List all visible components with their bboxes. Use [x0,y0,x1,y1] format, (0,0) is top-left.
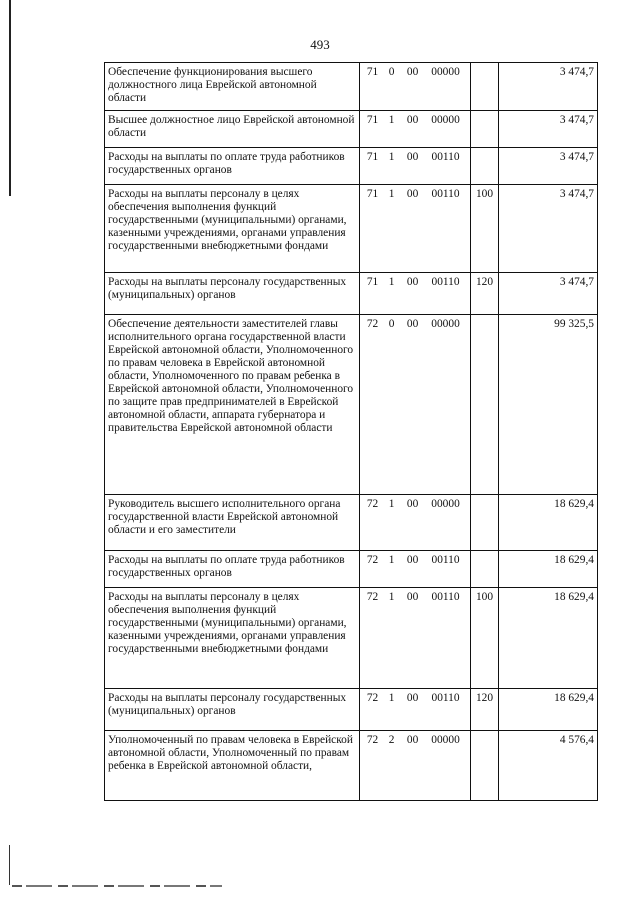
row-name-cell: Расходы на выплаты по оплате труда работников государственных органов [105,551,360,588]
code-segment-c4: 00000 [431,318,460,330]
row-name-cell: Расходы на выплаты персоналу государственных (муниципальных) органов [105,689,360,731]
code-segment-c2: 1 [388,692,395,704]
code-segments [363,66,467,79]
code-segment-c1: 72 [366,692,379,704]
budget-table-body [105,63,598,801]
row-code-cell [360,273,471,315]
row-sum-cell: 3 474,7 [499,185,598,273]
code-segment-c3: 00 [406,734,419,746]
code-segment-c1: 71 [366,151,379,163]
code-segment-c1: 71 [366,66,379,78]
row-sum-cell: 18 629,4 [499,495,598,551]
row-code-cell [360,148,471,185]
row-code-cell [360,495,471,551]
row-code-cell [360,63,471,111]
table-row [105,588,598,689]
row-code-cell [360,551,471,588]
code-segment-c4: 00000 [431,734,460,746]
code-segment-c3: 00 [406,591,419,603]
row-name-cell: Расходы на выплаты по оплате труда работников государственных органов [105,148,360,185]
code-segment-c1: 72 [366,591,379,603]
code-segments [363,114,467,127]
code-segment-c3: 00 [406,66,419,78]
code-segment-c1: 72 [366,498,379,510]
row-name-cell: Расходы на выплаты персоналу в целях обеспечения выполнения функций государственными (муниципальными) органами, казенными учреждениями, органами управления государственными внебюджетными фондами [105,185,360,273]
row-code-cell [360,731,471,801]
code-segment-c2: 0 [388,318,395,330]
code-segment-c2: 0 [388,66,395,78]
code-segment-c1: 72 [366,734,379,746]
row-sum-cell: 3 474,7 [499,111,598,148]
row-name-cell: Обеспечение деятельности заместителей главы исполнительного органа государственной власти Еврейской автономной области, Уполномоченного по правам человека в Еврейской автономной области, Уполномоченного по правам ребенка в Еврейской автономной области, Уполномоченного по защите прав предпринимателей в Еврейской автономной области, аппарата губернатора и правительства Еврейской автономной области [105,315,360,495]
code-segment-c2: 1 [388,498,395,510]
code-segment-c3: 00 [406,498,419,510]
row-code-cell [360,111,471,148]
code-segment-c4: 00110 [431,692,460,704]
code-segment-c3: 00 [406,318,419,330]
row-code-cell [360,588,471,689]
row-sum-cell: 99 325,5 [499,315,598,495]
code-segment-c2: 1 [388,114,395,126]
scan-edge-line [9,0,11,196]
code-segment-c4: 00110 [431,276,460,288]
code-segment-c3: 00 [406,692,419,704]
row-name-cell: Высшее должностное лицо Еврейской автономной области [105,111,360,148]
scan-edge-line [9,845,10,885]
table-row [105,731,598,801]
row-sum-cell: 18 629,4 [499,551,598,588]
row-code-cell [360,689,471,731]
row-code-cell [360,185,471,273]
table-row [105,148,598,185]
row-expense-type-cell [471,148,499,185]
row-name-cell: Обеспечение функционирования высшего должностного лица Еврейской автономной области [105,63,360,111]
code-segment-c4: 00000 [431,498,460,510]
table-row [105,495,598,551]
row-name-cell: Расходы на выплаты персоналу государственных (муниципальных) органов [105,273,360,315]
code-segments [363,151,467,164]
code-segment-c2: 2 [388,734,395,746]
code-segment-c4: 00110 [431,591,460,603]
row-expense-type-cell [471,731,499,801]
code-segment-c2: 1 [388,151,395,163]
row-expense-type-cell: 120 [471,689,499,731]
code-segments [363,318,467,331]
code-segment-c2: 1 [388,554,395,566]
code-segments [363,498,467,511]
table-row [105,315,598,495]
code-segment-c4: 00000 [431,66,460,78]
page-number: 493 [310,37,330,52]
row-sum-cell: 18 629,4 [499,689,598,731]
code-segments [363,554,467,567]
code-segment-c1: 71 [366,188,379,200]
row-sum-cell: 3 474,7 [499,273,598,315]
code-segment-c1: 72 [366,318,379,330]
code-segment-c3: 00 [406,276,419,288]
code-segment-c4: 00110 [431,188,460,200]
row-sum-cell: 4 576,4 [499,731,598,801]
code-segment-c3: 00 [406,188,419,200]
row-sum-cell: 18 629,4 [499,588,598,689]
table-row [105,185,598,273]
row-name-cell: Уполномоченный по правам человека в Еврейской автономной области, Уполномоченный по правам ребенка в Еврейской автономной области, [105,731,360,801]
row-expense-type-cell [471,495,499,551]
code-segment-c3: 00 [406,554,419,566]
row-code-cell [360,315,471,495]
code-segment-c2: 1 [388,188,395,200]
code-segments [363,734,467,747]
row-name-cell: Руководитель высшего исполнительного органа государственной власти Еврейской автономной области и его заместители [105,495,360,551]
row-expense-type-cell [471,111,499,148]
table-row [105,63,598,111]
code-segment-c2: 1 [388,591,395,603]
row-expense-type-cell: 120 [471,273,499,315]
row-expense-type-cell [471,551,499,588]
code-segments [363,188,467,201]
code-segment-c3: 00 [406,151,419,163]
row-name-cell: Расходы на выплаты персоналу в целях обеспечения выполнения функций государственными (муниципальными) органами, казенными учреждениями, органами управления государственными внебюджетными фондами [105,588,360,689]
table-row [105,689,598,731]
row-expense-type-cell: 100 [471,588,499,689]
code-segment-c4: 00110 [431,151,460,163]
row-expense-type-cell [471,63,499,111]
code-segment-c1: 72 [366,554,379,566]
table-row [105,273,598,315]
row-sum-cell: 3 474,7 [499,148,598,185]
code-segment-c1: 71 [366,114,379,126]
code-segment-c4: 00110 [431,554,460,566]
budget-table [104,62,598,801]
code-segment-c2: 1 [388,276,395,288]
scan-bottom-mark [12,885,222,887]
code-segment-c4: 00000 [431,114,460,126]
code-segments [363,276,467,289]
code-segment-c1: 71 [366,276,379,288]
row-expense-type-cell [471,315,499,495]
code-segments [363,692,467,705]
table-row [105,111,598,148]
row-sum-cell: 3 474,7 [499,63,598,111]
row-expense-type-cell: 100 [471,185,499,273]
table-row [105,551,598,588]
code-segments [363,591,467,604]
code-segment-c3: 00 [406,114,419,126]
